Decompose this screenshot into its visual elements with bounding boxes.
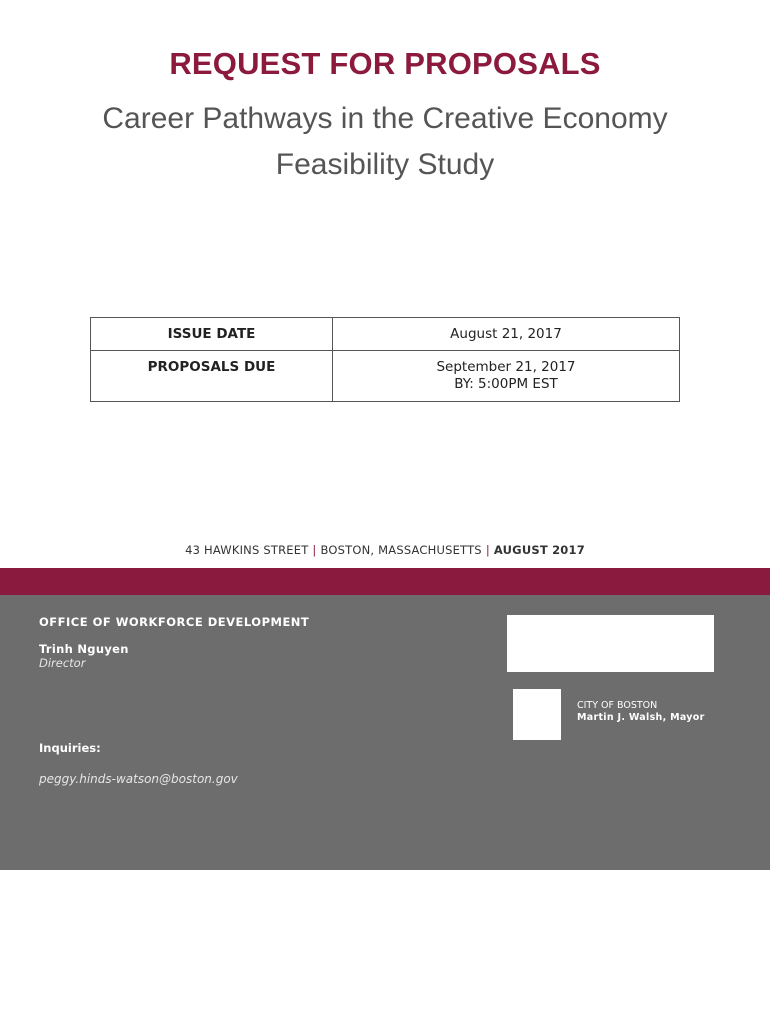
inquiries-label: Inquiries: <box>39 741 101 755</box>
proposals-due-value <box>333 351 680 402</box>
address-city: BOSTON, MASSACHUSETTS <box>320 543 482 557</box>
accent-band <box>0 568 770 595</box>
director-name: Trinh Nguyen <box>39 642 129 656</box>
address-separator: | <box>485 543 490 557</box>
address-date: AUGUST 2017 <box>493 543 585 557</box>
issue-date-row <box>91 318 680 351</box>
subtitle-line-1: Career Pathways in the Creative Economy <box>102 102 668 135</box>
director-title: Director <box>39 656 86 670</box>
footer-panel <box>0 595 770 870</box>
proposals-due-time: BY: 5:00PM EST <box>454 376 558 392</box>
issue-date-label: ISSUE DATE <box>91 318 333 351</box>
proposals-due-label: PROPOSALS DUE <box>91 351 333 402</box>
address-separator: | <box>312 543 317 557</box>
office-name: OFFICE OF WORKFORCE DEVELOPMENT <box>39 615 310 629</box>
proposals-due-row <box>91 351 680 402</box>
issue-date-value: August 21, 2017 <box>333 318 680 351</box>
mayor-label: Martin J. Walsh, Mayor <box>577 712 705 723</box>
city-seal-placeholder <box>513 689 561 740</box>
logo-placeholder-large <box>507 615 714 672</box>
dates-table <box>90 317 680 402</box>
city-label: CITY OF BOSTON <box>577 700 658 711</box>
document-subtitle <box>0 96 770 188</box>
document-title: REQUEST FOR PROPOSALS <box>169 46 601 81</box>
address-line <box>0 543 770 557</box>
address-street: 43 HAWKINS STREET <box>185 543 309 557</box>
subtitle-line-2: Feasibility Study <box>275 148 495 181</box>
inquiries-email-link[interactable]: peggy.hinds-watson@boston.gov <box>39 772 238 786</box>
proposals-due-date: September 21, 2017 <box>436 359 576 375</box>
